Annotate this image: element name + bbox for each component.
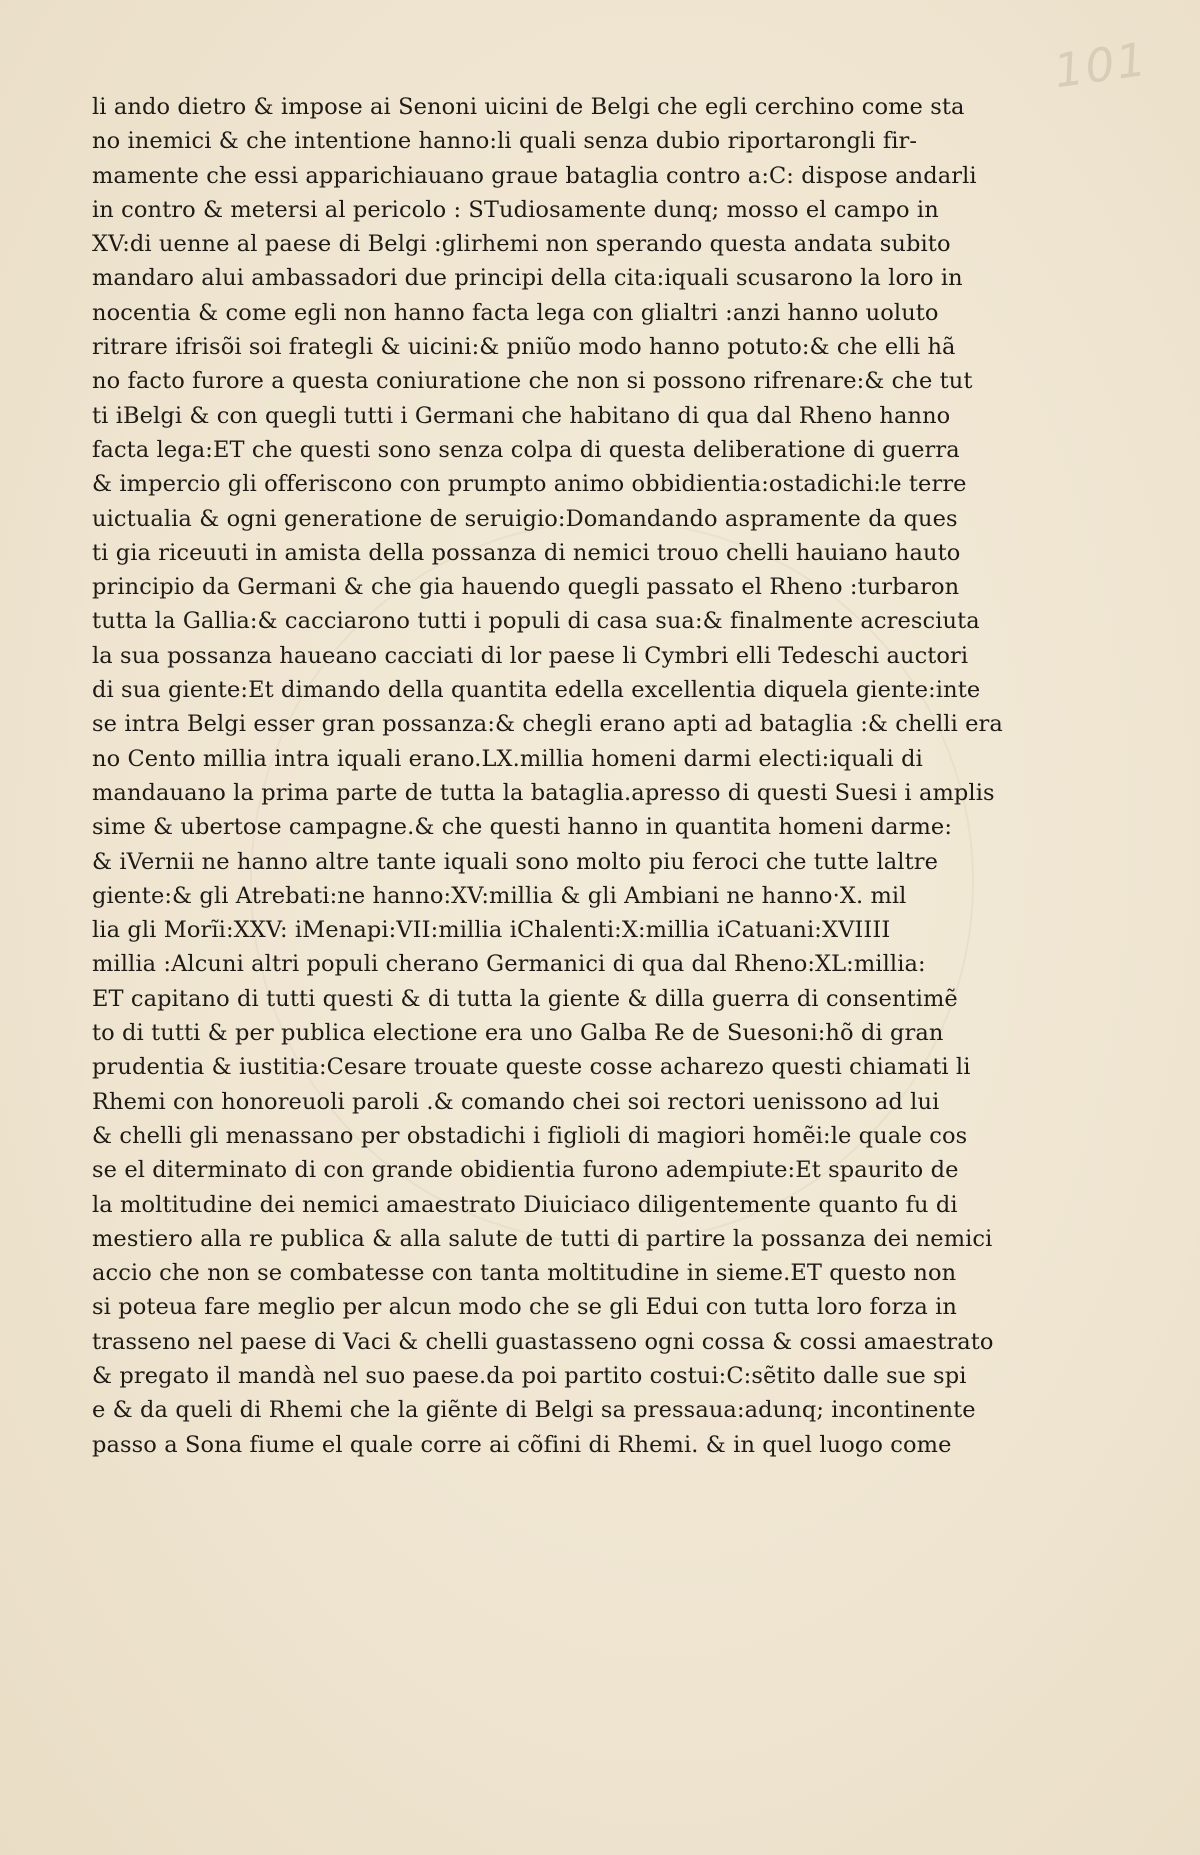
text-line: & pregato il mandà nel suo paese.da poi partito costui:C:sẽtito dalle sue spi <box>92 1362 967 1389</box>
text-line: in contro & metersi al pericolo : STudiosamente dunq; mosso el campo in <box>92 196 939 223</box>
text-line: e & da queli di Rhemi che la giẽnte di Belgi sa pressaua:adunq; incontinente <box>92 1397 976 1424</box>
text-line: no Cento millia intra iquali erano.LX.millia homeni darmi electi:iquali di <box>92 745 923 772</box>
text-line: trasseno nel paese di Vaci & chelli guastasseno ogni cossa & cossi amaestrato <box>92 1328 994 1355</box>
text-line: mandauano la prima parte de tutta la bataglia.apresso di questi Suesi i amplis <box>92 779 995 806</box>
text-line: no inemici & che intentione hanno:li quali senza dubio riportarongli fir- <box>92 128 918 155</box>
text-line: nocentia & come egli non hanno facta lega con glialtri :anzi hanno uoluto <box>92 299 939 326</box>
text-line: ritrare ifrisõi soi frategli & uicini:& pniũo modo hanno potuto:& che elli hã <box>92 334 956 361</box>
text-line: XV:di uenne al paese di Belgi :glirhemi non sperando questa andata subito <box>92 231 951 258</box>
text-line: se intra Belgi esser gran possanza:& chegli erano apti ad bataglia :& chelli era <box>92 711 1003 738</box>
text-line: to di tutti & per publica electione era uno Galba Re de Suesoni:hõ di gran <box>92 1020 944 1047</box>
text-line: facta lega:ET che questi sono senza colpa di questa deliberatione di guerra <box>92 436 960 463</box>
text-line: mestiero alla re publica & alla salute de tutti di partire la possanza dei nemici <box>92 1225 993 1252</box>
text-line: ET capitano di tutti questi & di tutta la giente & dilla guerra di consentimẽ <box>92 985 958 1012</box>
text-line: si poteua fare meglio per alcun modo che se gli Edui con tutta loro forza in <box>92 1294 958 1321</box>
text-line: & impercio gli offeriscono con prumpto animo obbidientia:ostadichi:le terre <box>92 471 967 498</box>
text-line: la moltitudine dei nemici amaestrato Diuiciaco diligentemente quanto fu di <box>92 1191 958 1218</box>
text-line: & chelli gli menassano per obstadichi i figlioli di magiori homẽi:le quale cos <box>92 1122 968 1149</box>
text-line: accio che non se combatesse con tanta moltitudine in sieme.ET questo non <box>92 1260 957 1287</box>
text-line: & iVernii ne hanno altre tante iquali sono molto piu feroci che tutte laltre <box>92 848 938 875</box>
text-line: tutta la Gallia:& cacciarono tutti i populi di casa sua:& finalmente acresciuta <box>92 608 980 635</box>
text-line: la sua possanza haueano cacciati di lor paese li Cymbri elli Tedeschi auctori <box>92 642 969 669</box>
text-line: sime & ubertose campagne.& che questi hanno in quantita homeni darme: <box>92 814 953 841</box>
text-line: mandaro alui ambassadori due principi della cita:iquali scusarono la loro in <box>92 265 963 292</box>
text-line: prudentia & iustitia:Cesare trouate queste cosse acharezo questi chiamati li <box>92 1054 971 1081</box>
text-line: ti iBelgi & con quegli tutti i Germani che habitano di qua dal Rheno hanno <box>92 402 951 429</box>
text-line: se el diterminato di con grande obidientia furono adempiute:Et spaurito de <box>92 1157 959 1184</box>
text-line: millia :Alcuni altri populi cherano Germanici di qua dal Rheno:XL:millia: <box>92 951 926 978</box>
text-line: li ando dietro & impose ai Senoni uicini de Belgi che egli cerchino come sta <box>92 94 965 120</box>
text-line: passo a Sona fiume el quale corre ai cõfini di Rhemi. & in quel luogo come <box>92 1431 952 1458</box>
text-block <box>92 90 1092 1462</box>
text-line: lia gli Morĩi:XXV: iMenapi:VII:millia iChalenti:X:millia iCatuani:XVIIII <box>92 917 891 944</box>
text-line: mamente che essi apparichiauano graue bataglia contro a:C: dispose andarli <box>92 162 977 189</box>
text-line: uictualia & ogni generatione de seruigio:Domandando aspramente da ques <box>92 505 958 532</box>
text-line: principio da Germani & che gia hauendo quegli passato el Rheno :turbaron <box>92 574 960 601</box>
text-line: di sua giente:Et dimando della quantita edella excellentia diquela giente:inte <box>92 677 981 704</box>
text-line: no facto furore a questa coniuratione che non si possono rifrenare:& che tut <box>92 368 973 395</box>
folio-number: 101 <box>1050 31 1152 99</box>
text-line: Rhemi con honoreuoli paroli .& comando chei soi rectori uenissono ad lui <box>92 1088 940 1115</box>
text-line: giente:& gli Atrebati:ne hanno:XV:millia & gli Ambiani ne hanno·X. mil <box>92 882 907 909</box>
text-line: ti gia riceuuti in amista della possanza di nemici trouo chelli hauiano hauto <box>92 539 961 566</box>
